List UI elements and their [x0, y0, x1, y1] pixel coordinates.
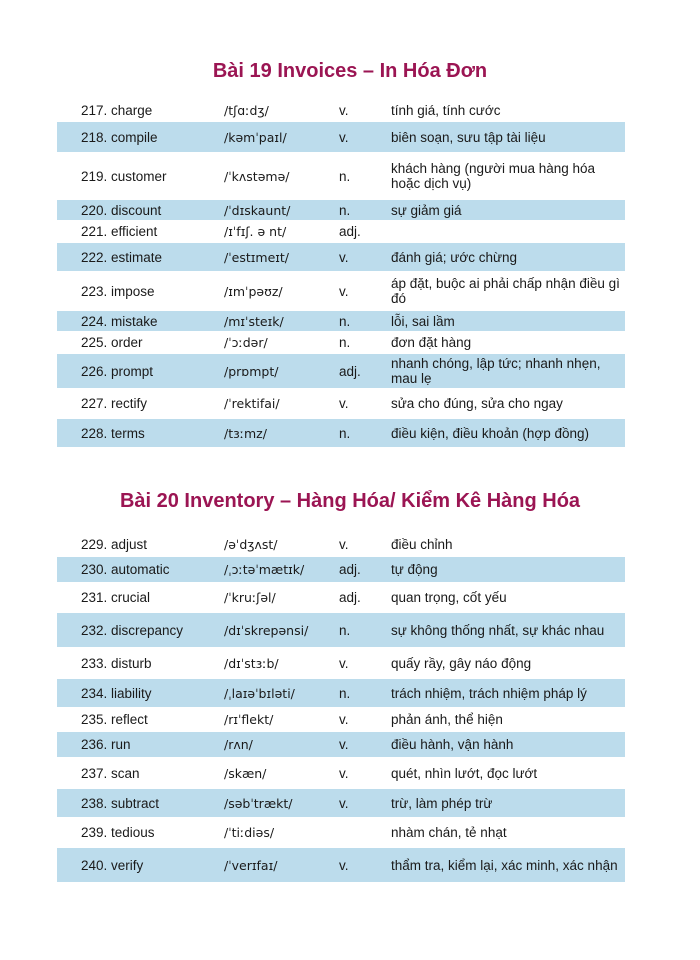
meaning: điều chỉnh	[391, 536, 453, 552]
pronunciation: /kəmˈpaɪl/	[224, 129, 287, 145]
word: 220. discount	[81, 202, 162, 218]
meaning: sửa cho đúng, sửa cho ngay	[391, 396, 563, 411]
part-of-speech: v.	[339, 396, 349, 411]
table-row	[57, 789, 625, 817]
pronunciation: /ˈrektifai/	[224, 396, 280, 411]
section-title-19: Bài 19 Invoices – In Hóa Đơn	[212, 60, 488, 82]
pronunciation: /ˈdɪskaunt/	[224, 202, 291, 218]
part-of-speech: n.	[339, 313, 351, 329]
word: 224. mistake	[81, 313, 158, 329]
pronunciation: /rɪˈflekt/	[224, 712, 274, 727]
pronunciation: /dɪˈstɜːb/	[224, 655, 279, 671]
table-row	[57, 584, 625, 611]
part-of-speech: v.	[339, 249, 349, 265]
word: 233. disturb	[81, 655, 152, 671]
pronunciation: /dɪˈskrepənsi/	[224, 622, 309, 638]
part-of-speech: v.	[339, 712, 349, 727]
part-of-speech: v.	[339, 857, 349, 873]
word: 228. terms	[81, 425, 145, 441]
pronunciation: /ˈestɪmeɪt/	[224, 249, 290, 265]
meaning: nhanh chóng, lập tức; nhanh nhẹn, mau lẹ	[391, 356, 601, 386]
word: 232. discrepancy	[81, 622, 184, 638]
part-of-speech: n.	[339, 425, 351, 441]
meaning: quét, nhìn lướt, đọc lướt	[391, 765, 538, 781]
meaning: nhàm chán, tẻ nhạt	[391, 825, 507, 840]
word: 217. charge	[81, 103, 153, 118]
word: 236. run	[81, 737, 131, 752]
table-row	[57, 154, 625, 198]
part-of-speech: n.	[339, 202, 351, 218]
pronunciation: /ˈverɪfaɪ/	[224, 857, 278, 873]
word: 239. tedious	[81, 825, 155, 840]
table-row	[57, 533, 625, 555]
word: 238. subtract	[81, 795, 160, 811]
part-of-speech: adj.	[339, 363, 361, 379]
part-of-speech: v.	[339, 765, 349, 781]
meaning: biên soạn, sưu tập tài liệu	[391, 129, 546, 145]
word: 237. scan	[81, 765, 140, 781]
meaning: quấy rầy, gây náo động	[391, 655, 532, 671]
pronunciation: /mɪˈsteɪk/	[224, 313, 284, 329]
meaning: tự động	[391, 562, 438, 577]
meaning: sự không thống nhất, sự khác nhau	[391, 622, 605, 638]
part-of-speech: v.	[339, 737, 349, 752]
table-row	[57, 419, 625, 447]
meaning: điều hành, vận hành	[391, 737, 514, 752]
table-row	[57, 354, 625, 388]
pronunciation: /ɪˈfɪʃ. ə nt/	[224, 224, 287, 239]
pronunciation: /skæn/	[224, 765, 267, 781]
word: 234. liability	[81, 685, 152, 701]
word: 229. adjust	[81, 536, 148, 552]
table-row	[57, 273, 625, 309]
table-row	[57, 759, 625, 787]
pronunciation: /tɜːmz/	[224, 425, 267, 441]
meaning: quan trọng, cốt yếu	[391, 590, 507, 605]
table-row	[57, 222, 625, 241]
word: 219. customer	[81, 168, 167, 184]
part-of-speech: v.	[339, 655, 349, 671]
part-of-speech: v.	[339, 536, 349, 552]
table-row	[57, 243, 625, 271]
pronunciation: /ɪmˈpəʊz/	[224, 283, 283, 299]
part-of-speech: adj.	[339, 562, 361, 577]
section-title-20: Bài 20 Inventory – Hàng Hóa/ Kiểm Kê Hàng Hóa	[119, 490, 581, 512]
pronunciation: /ˈkruːʃəl/	[224, 590, 276, 605]
meaning: khách hàng (người mua hàng hóa hoặc dịch vụ)	[391, 161, 596, 191]
word: 225. order	[81, 335, 143, 350]
pronunciation: /ˌlaɪəˈbɪləti/	[224, 685, 295, 701]
table-row	[57, 333, 625, 352]
part-of-speech: v.	[339, 129, 349, 145]
meaning: phản ánh, thể hiện	[391, 712, 503, 727]
word: 222. estimate	[81, 249, 163, 265]
part-of-speech: n.	[339, 335, 351, 350]
table-row	[57, 848, 625, 882]
vocab-table-20	[57, 533, 625, 884]
pronunciation: /ˈtiːdiəs/	[224, 825, 275, 840]
table-row	[57, 732, 625, 757]
meaning: trách nhiệm, trách nhiệm pháp lý	[391, 685, 587, 701]
vocab-table-19	[57, 101, 625, 449]
meaning: sự giảm giá	[391, 202, 462, 218]
meaning: áp đặt, buộc ai phải chấp nhận điều gì đó	[391, 276, 620, 306]
meaning: đơn đặt hàng	[391, 335, 472, 350]
word: 227. rectify	[81, 396, 148, 411]
part-of-speech: n.	[339, 685, 351, 701]
pronunciation: /ˌɔːtəˈmætɪk/	[224, 562, 305, 577]
table-row	[57, 649, 625, 677]
word: 223. impose	[81, 283, 155, 299]
pronunciation: /ˈɔːdər/	[224, 335, 268, 350]
pronunciation: /əˈdʒʌst/	[224, 536, 278, 552]
table-row	[57, 390, 625, 417]
word: 218. compile	[81, 129, 158, 145]
pronunciation: /prɒmpt/	[224, 363, 279, 379]
part-of-speech: v.	[339, 103, 349, 118]
part-of-speech: adj.	[339, 224, 361, 239]
word: 226. prompt	[81, 363, 154, 379]
part-of-speech: v.	[339, 283, 349, 299]
meaning: tính giá, tính cước	[391, 103, 501, 118]
meaning: thẩm tra, kiểm lại, xác minh, xác nhận	[391, 857, 618, 873]
table-row	[57, 101, 625, 120]
word: 240. verify	[81, 857, 144, 873]
word: 235. reflect	[81, 712, 148, 727]
pronunciation: /tʃɑːdʒ/	[224, 103, 269, 118]
part-of-speech: v.	[339, 795, 349, 811]
table-row	[57, 557, 625, 582]
part-of-speech: n.	[339, 622, 351, 638]
table-row	[57, 200, 625, 220]
pronunciation: /ˈkʌstəmə/	[224, 168, 290, 184]
table-row	[57, 311, 625, 331]
table-row	[57, 122, 625, 152]
meaning: trừ, làm phép trừ	[391, 795, 493, 811]
word: 231. crucial	[81, 590, 151, 605]
pronunciation: /rʌn/	[224, 737, 253, 752]
word: 230. automatic	[81, 562, 170, 577]
meaning: lỗi, sai lầm	[391, 313, 455, 329]
table-row	[57, 613, 625, 647]
part-of-speech: adj.	[339, 590, 361, 605]
meaning: điều kiện, điều khoản (hợp đồng)	[391, 425, 589, 441]
table-row	[57, 679, 625, 707]
table-row	[57, 709, 625, 730]
meaning: đánh giá; ước chừng	[391, 249, 518, 265]
part-of-speech: n.	[339, 168, 351, 184]
word: 221. efficient	[81, 224, 158, 239]
pronunciation: /səbˈtrækt/	[224, 795, 293, 811]
table-row	[57, 819, 625, 846]
